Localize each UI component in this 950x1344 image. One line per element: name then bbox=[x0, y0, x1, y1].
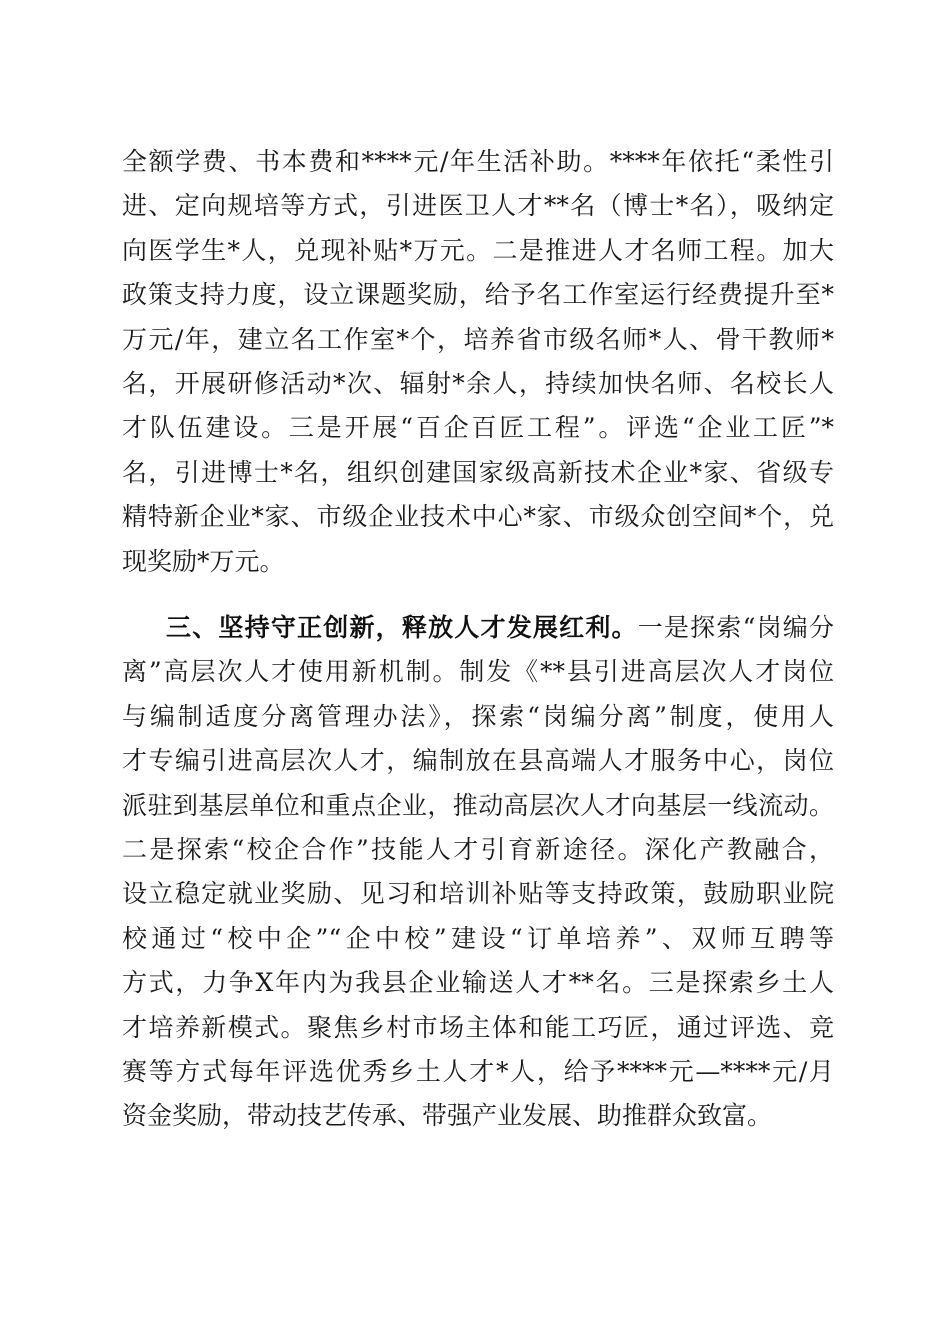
text-line: 进、定向规培等方式，引进医卫人才**名（博士*名），吸纳定 bbox=[122, 191, 834, 221]
text-line: 全额学费、书本费和****元/年生活补助。****年依托“柔性引 bbox=[122, 147, 834, 176]
text-line: 资金奖励，带动技艺传承、带强产业发展、助推群众致富。 bbox=[122, 1101, 773, 1131]
text-line: 二是探索“校企合作”技能人才引育新途径。深化产教融合， bbox=[122, 834, 834, 864]
section-heading: 三、坚持守正创新，释放人才发展红利。 bbox=[166, 613, 638, 642]
text-line: 名，开展研修活动*次、辐射*余人，持续加快名师、名校长人 bbox=[122, 368, 834, 398]
text-line: 才专编引进高层次人才，编制放在县高端人才服务中心，岗位 bbox=[122, 746, 834, 776]
text-line: 向医学生*人，兑现补贴*万元。二是推进人才名师工程。加大 bbox=[122, 235, 834, 265]
text-line: 才队伍建设。三是开展“百企百匠工程”。评选“企业工匠”* bbox=[122, 413, 834, 443]
heading-line-rest: 一是探索“岗编分 bbox=[637, 613, 834, 642]
text-line: 才培养新模式。聚焦乡村市场主体和能工巧匠，通过评选、竞 bbox=[122, 1012, 834, 1042]
paragraph-innovation bbox=[122, 606, 834, 1139]
text-line: 与编制适度分离管理办法》，探索“岗编分离”制度，使用人 bbox=[122, 701, 834, 731]
text-line: 派驻到基层单位和重点企业，推动高层次人才向基层一线流动。 bbox=[122, 790, 834, 820]
text-line: 精特新企业*家、市级企业技术中心*家、市级众创空间*个，兑 bbox=[122, 502, 834, 532]
text-line: 设立稳定就业奖励、见习和培训补贴等支持政策，鼓励职业院 bbox=[122, 879, 834, 909]
text-line: 万元/年，建立名工作室*个，培养省市级名师*人、骨干教师* bbox=[122, 324, 834, 354]
text-line: 政策支持力度，设立课题奖励，给予名工作室运行经费提升至* bbox=[122, 280, 834, 310]
text-line: 方式，力争X年内为我县企业输送人才**名。三是探索乡土人 bbox=[122, 968, 834, 998]
text-line: 离”高层次人才使用新机制。制发《**县引进高层次人才岗位 bbox=[122, 657, 834, 687]
text-line: 名，引进博士*名，组织创建国家级高新技术企业*家、省级专 bbox=[122, 457, 834, 487]
text-line: 赛等方式每年评选优秀乡土人才*人，给予****元—****元/月 bbox=[122, 1056, 834, 1086]
text-line: 校通过“校中企”“企中校”建设“订单培养”、双师互聘等 bbox=[122, 923, 834, 953]
heading-line bbox=[122, 606, 834, 650]
paragraph-talent-projects bbox=[122, 140, 834, 584]
text-line: 现奖励*万元。 bbox=[122, 546, 285, 576]
